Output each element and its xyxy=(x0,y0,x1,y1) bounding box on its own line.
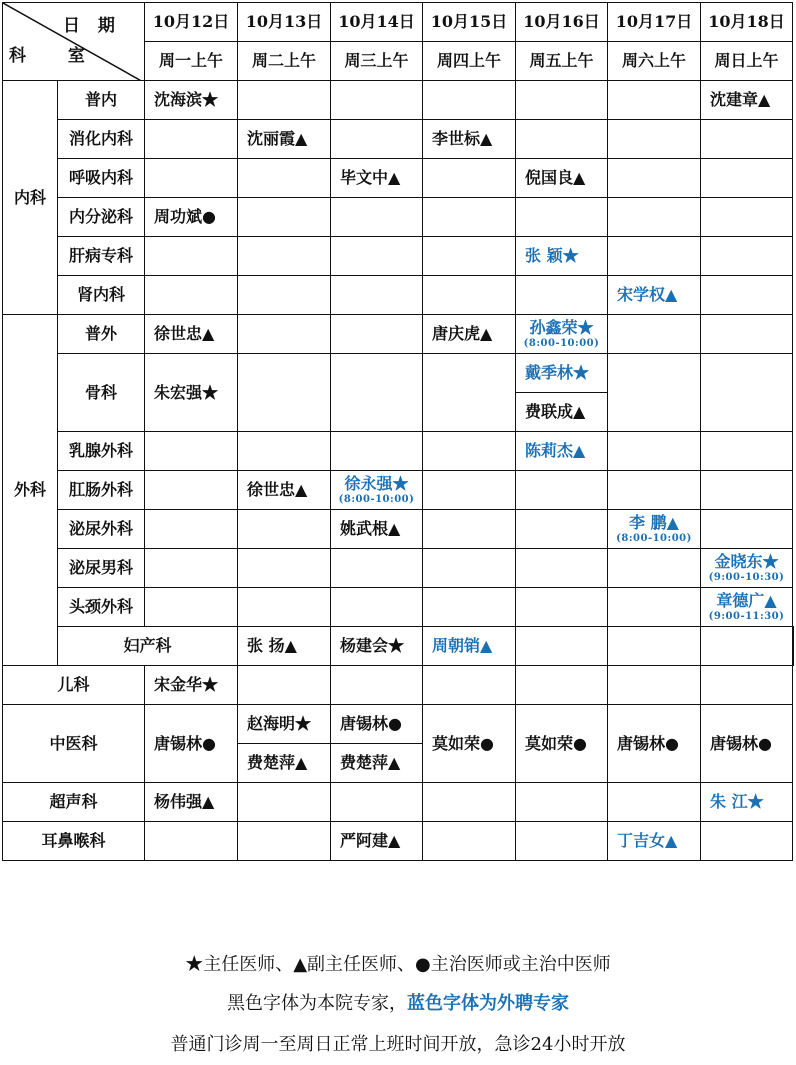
doctor-cell-external xyxy=(701,549,793,588)
dept-label: 消化内科 xyxy=(58,120,145,159)
empty-cell xyxy=(331,666,423,705)
doctor-cell: 徐世忠▲ xyxy=(238,471,331,510)
time-note: (8:00-10:00) xyxy=(523,338,600,350)
empty-cell xyxy=(793,627,794,666)
doctor-name: 李 鹏▲ xyxy=(629,512,679,532)
doctor-cell-external xyxy=(516,315,608,354)
dept-label: 呼吸内科 xyxy=(58,159,145,198)
date-header: 10月16日 xyxy=(516,3,608,42)
empty-cell xyxy=(608,237,701,276)
empty-cell xyxy=(701,822,793,861)
doctor-name: 金晓东★ xyxy=(714,551,779,571)
day-header: 周一上午 xyxy=(145,42,238,81)
empty-cell xyxy=(423,354,516,432)
doctor-cell-external xyxy=(701,588,793,627)
empty-cell xyxy=(516,822,608,861)
dept-label: 普外 xyxy=(58,315,145,354)
doctor-cell: 张 扬▲ xyxy=(238,627,331,666)
dept-label: 头颈外科 xyxy=(58,588,145,627)
dept-label: 骨科 xyxy=(58,354,145,432)
doctor-cell: 杨建会★ xyxy=(331,627,423,666)
empty-cell xyxy=(145,822,238,861)
empty-cell xyxy=(238,822,331,861)
dept-label: 泌尿男科 xyxy=(58,549,145,588)
doctor-cell: 沈丽霞▲ xyxy=(238,120,331,159)
empty-cell xyxy=(608,666,701,705)
doctor-cell: 莫如荣● xyxy=(516,705,608,783)
doctor-cell: 唐锡林● xyxy=(145,705,238,783)
table-row xyxy=(3,315,794,354)
doctor-cell-external xyxy=(331,471,423,510)
empty-cell xyxy=(423,198,516,237)
date-header: 10月14日 xyxy=(331,3,423,42)
empty-cell xyxy=(608,81,701,120)
doctor-cell: 唐锡林● xyxy=(608,705,701,783)
empty-cell xyxy=(423,549,516,588)
empty-cell xyxy=(331,549,423,588)
dept-label: 内分泌科 xyxy=(58,198,145,237)
empty-cell xyxy=(516,549,608,588)
legend-external-note: 蓝色字体为外聘专家 xyxy=(407,993,569,1014)
empty-cell xyxy=(701,120,793,159)
doctor-cell: 姚武根▲ xyxy=(331,510,423,549)
empty-cell xyxy=(423,276,516,315)
table-row xyxy=(3,549,794,588)
dept-label: 超声科 xyxy=(3,783,145,822)
date-header: 10月15日 xyxy=(423,3,516,42)
empty-cell xyxy=(331,81,423,120)
empty-cell xyxy=(423,588,516,627)
table-row xyxy=(3,471,794,510)
doctor-cell: 朱宏强★ xyxy=(145,354,238,432)
doctor-cell: 费楚萍▲ xyxy=(331,744,423,783)
corner-date-label: 日 期 xyxy=(63,16,121,36)
empty-cell xyxy=(423,471,516,510)
corner-diagonal-line xyxy=(3,3,145,81)
empty-cell xyxy=(701,666,793,705)
empty-cell xyxy=(701,276,793,315)
doctor-name: 徐永强★ xyxy=(344,473,409,493)
empty-cell xyxy=(145,276,238,315)
table-row xyxy=(3,432,794,471)
empty-cell xyxy=(516,510,608,549)
legend-line-3: 普通门诊周一至周日正常上班时间开放，急诊24小时开放 xyxy=(170,1034,626,1055)
table-row xyxy=(3,237,794,276)
doctor-cell: 徐世忠▲ xyxy=(145,315,238,354)
doctor-cell: 周功斌● xyxy=(145,198,238,237)
empty-cell xyxy=(608,588,701,627)
empty-cell xyxy=(331,276,423,315)
empty-cell xyxy=(608,354,701,432)
empty-cell xyxy=(238,783,331,822)
table-row xyxy=(3,822,794,861)
corner-dept-label: 科 室 xyxy=(9,46,103,66)
empty-cell xyxy=(238,510,331,549)
day-header: 周五上午 xyxy=(516,42,608,81)
date-header: 10月17日 xyxy=(608,3,701,42)
doctor-name: 章德广▲ xyxy=(716,590,777,610)
doctor-cell: 毕文中▲ xyxy=(331,159,423,198)
empty-cell xyxy=(516,81,608,120)
empty-cell xyxy=(701,237,793,276)
doctor-cell-external: 周朝销▲ xyxy=(423,627,516,666)
empty-cell xyxy=(423,237,516,276)
time-note: (9:00-11:30) xyxy=(708,611,785,623)
table-row xyxy=(3,120,794,159)
empty-cell xyxy=(238,315,331,354)
empty-cell xyxy=(608,432,701,471)
day-header: 周三上午 xyxy=(331,42,423,81)
empty-cell xyxy=(145,549,238,588)
empty-cell xyxy=(423,510,516,549)
empty-cell xyxy=(145,510,238,549)
table-row xyxy=(3,666,794,705)
empty-cell xyxy=(701,432,793,471)
empty-cell xyxy=(608,315,701,354)
day-header: 周六上午 xyxy=(608,42,701,81)
empty-cell xyxy=(238,198,331,237)
empty-cell xyxy=(516,276,608,315)
doctor-cell: 唐锡林● xyxy=(701,705,793,783)
empty-cell xyxy=(331,237,423,276)
empty-cell xyxy=(423,159,516,198)
empty-cell xyxy=(701,159,793,198)
doctor-cell-external: 张 颖★ xyxy=(516,237,608,276)
doctor-cell: 费联成▲ xyxy=(516,393,608,432)
empty-cell xyxy=(701,354,793,432)
table-corner-header xyxy=(3,3,145,81)
empty-cell xyxy=(145,159,238,198)
dept-label: 乳腺外科 xyxy=(58,432,145,471)
empty-cell xyxy=(423,432,516,471)
table-row xyxy=(3,705,794,744)
dept-label: 中医科 xyxy=(3,705,145,783)
empty-cell xyxy=(145,588,238,627)
empty-cell xyxy=(608,783,701,822)
day-header: 周二上午 xyxy=(238,42,331,81)
empty-cell xyxy=(608,198,701,237)
dept-label: 儿科 xyxy=(3,666,145,705)
empty-cell xyxy=(238,432,331,471)
group-neike-label: 内科 xyxy=(3,81,58,315)
empty-cell xyxy=(608,627,701,666)
empty-cell xyxy=(701,471,793,510)
date-header: 10月18日 xyxy=(701,3,793,42)
time-note: (9:00-10:30) xyxy=(708,572,785,584)
empty-cell xyxy=(608,471,701,510)
doctor-cell: 沈建章▲ xyxy=(701,81,793,120)
doctor-cell-external: 宋学权▲ xyxy=(608,276,701,315)
dept-label: 普内 xyxy=(58,81,145,120)
empty-cell xyxy=(331,783,423,822)
legend-line-2 xyxy=(0,989,796,1015)
empty-cell xyxy=(516,666,608,705)
empty-cell xyxy=(608,159,701,198)
time-note: (8:00-10:00) xyxy=(616,533,692,545)
doctor-name: 孙鑫荣★ xyxy=(529,317,594,337)
empty-cell xyxy=(145,432,238,471)
empty-cell xyxy=(423,666,516,705)
dept-label: 肾内科 xyxy=(58,276,145,315)
empty-cell xyxy=(423,822,516,861)
empty-cell xyxy=(516,588,608,627)
dept-label: 肛肠外科 xyxy=(58,471,145,510)
empty-cell xyxy=(608,549,701,588)
legend-internal-note: 黑色字体为本院专家， xyxy=(227,993,407,1014)
empty-cell xyxy=(608,120,701,159)
empty-cell xyxy=(238,159,331,198)
empty-cell xyxy=(331,315,423,354)
empty-cell xyxy=(145,237,238,276)
time-note: (8:00-10:00) xyxy=(338,494,415,506)
day-header: 周四上午 xyxy=(423,42,516,81)
date-header: 10月13日 xyxy=(238,3,331,42)
doctor-cell: 唐锡林● xyxy=(331,705,423,744)
empty-cell xyxy=(238,276,331,315)
empty-cell xyxy=(238,237,331,276)
clinic-schedule-table xyxy=(2,2,794,861)
empty-cell xyxy=(516,120,608,159)
doctor-cell: 杨伟强▲ xyxy=(145,783,238,822)
doctor-cell: 费楚萍▲ xyxy=(238,744,331,783)
empty-cell xyxy=(423,783,516,822)
empty-cell xyxy=(145,471,238,510)
doctor-cell-external: 丁吉女▲ xyxy=(608,822,701,861)
doctor-cell: 莫如荣● xyxy=(423,705,516,783)
doctor-cell: 沈海滨★ xyxy=(145,81,238,120)
empty-cell xyxy=(701,627,793,666)
table-row xyxy=(3,198,794,237)
empty-cell xyxy=(331,198,423,237)
doctor-cell-external: 戴季林★ xyxy=(516,354,608,393)
empty-cell xyxy=(423,81,516,120)
table-row xyxy=(3,81,794,120)
doctor-cell: 倪国良▲ xyxy=(516,159,608,198)
empty-cell xyxy=(331,432,423,471)
empty-cell xyxy=(238,588,331,627)
dept-label: 耳鼻喉科 xyxy=(3,822,145,861)
empty-cell xyxy=(516,783,608,822)
doctor-cell-external: 陈莉杰▲ xyxy=(516,432,608,471)
empty-cell xyxy=(331,120,423,159)
empty-cell xyxy=(516,627,608,666)
dept-label: 肝病专科 xyxy=(58,237,145,276)
dept-label: 妇产科 xyxy=(58,627,238,666)
doctor-cell: 李世标▲ xyxy=(423,120,516,159)
date-header: 10月12日 xyxy=(145,3,238,42)
doctor-cell: 严阿建▲ xyxy=(331,822,423,861)
empty-cell xyxy=(145,120,238,159)
dept-label: 泌尿外科 xyxy=(58,510,145,549)
table-row xyxy=(3,783,794,822)
group-waike-label: 外科 xyxy=(3,315,58,666)
empty-cell xyxy=(516,471,608,510)
empty-cell xyxy=(331,354,423,432)
empty-cell xyxy=(701,198,793,237)
table-row xyxy=(3,276,794,315)
table-row xyxy=(3,627,794,666)
empty-cell xyxy=(238,666,331,705)
header-date-row xyxy=(3,3,794,42)
empty-cell xyxy=(331,588,423,627)
empty-cell xyxy=(238,549,331,588)
legend-line-1: ★主任医师、▲副主任医师、●主治医师或主治中医师 xyxy=(185,954,611,975)
table-row xyxy=(3,588,794,627)
empty-cell xyxy=(516,198,608,237)
doctor-cell: 唐庆虎▲ xyxy=(423,315,516,354)
table-row xyxy=(3,159,794,198)
doctor-cell: 宋金华★ xyxy=(145,666,238,705)
table-row xyxy=(3,354,794,393)
table-row xyxy=(3,510,794,549)
doctor-cell-external: 朱 江★ xyxy=(701,783,793,822)
empty-cell xyxy=(238,354,331,432)
day-header: 周日上午 xyxy=(701,42,793,81)
doctor-cell: 赵海明★ xyxy=(238,705,331,744)
empty-cell xyxy=(701,510,793,549)
empty-cell xyxy=(701,315,793,354)
doctor-cell-external xyxy=(608,510,701,549)
empty-cell xyxy=(238,81,331,120)
